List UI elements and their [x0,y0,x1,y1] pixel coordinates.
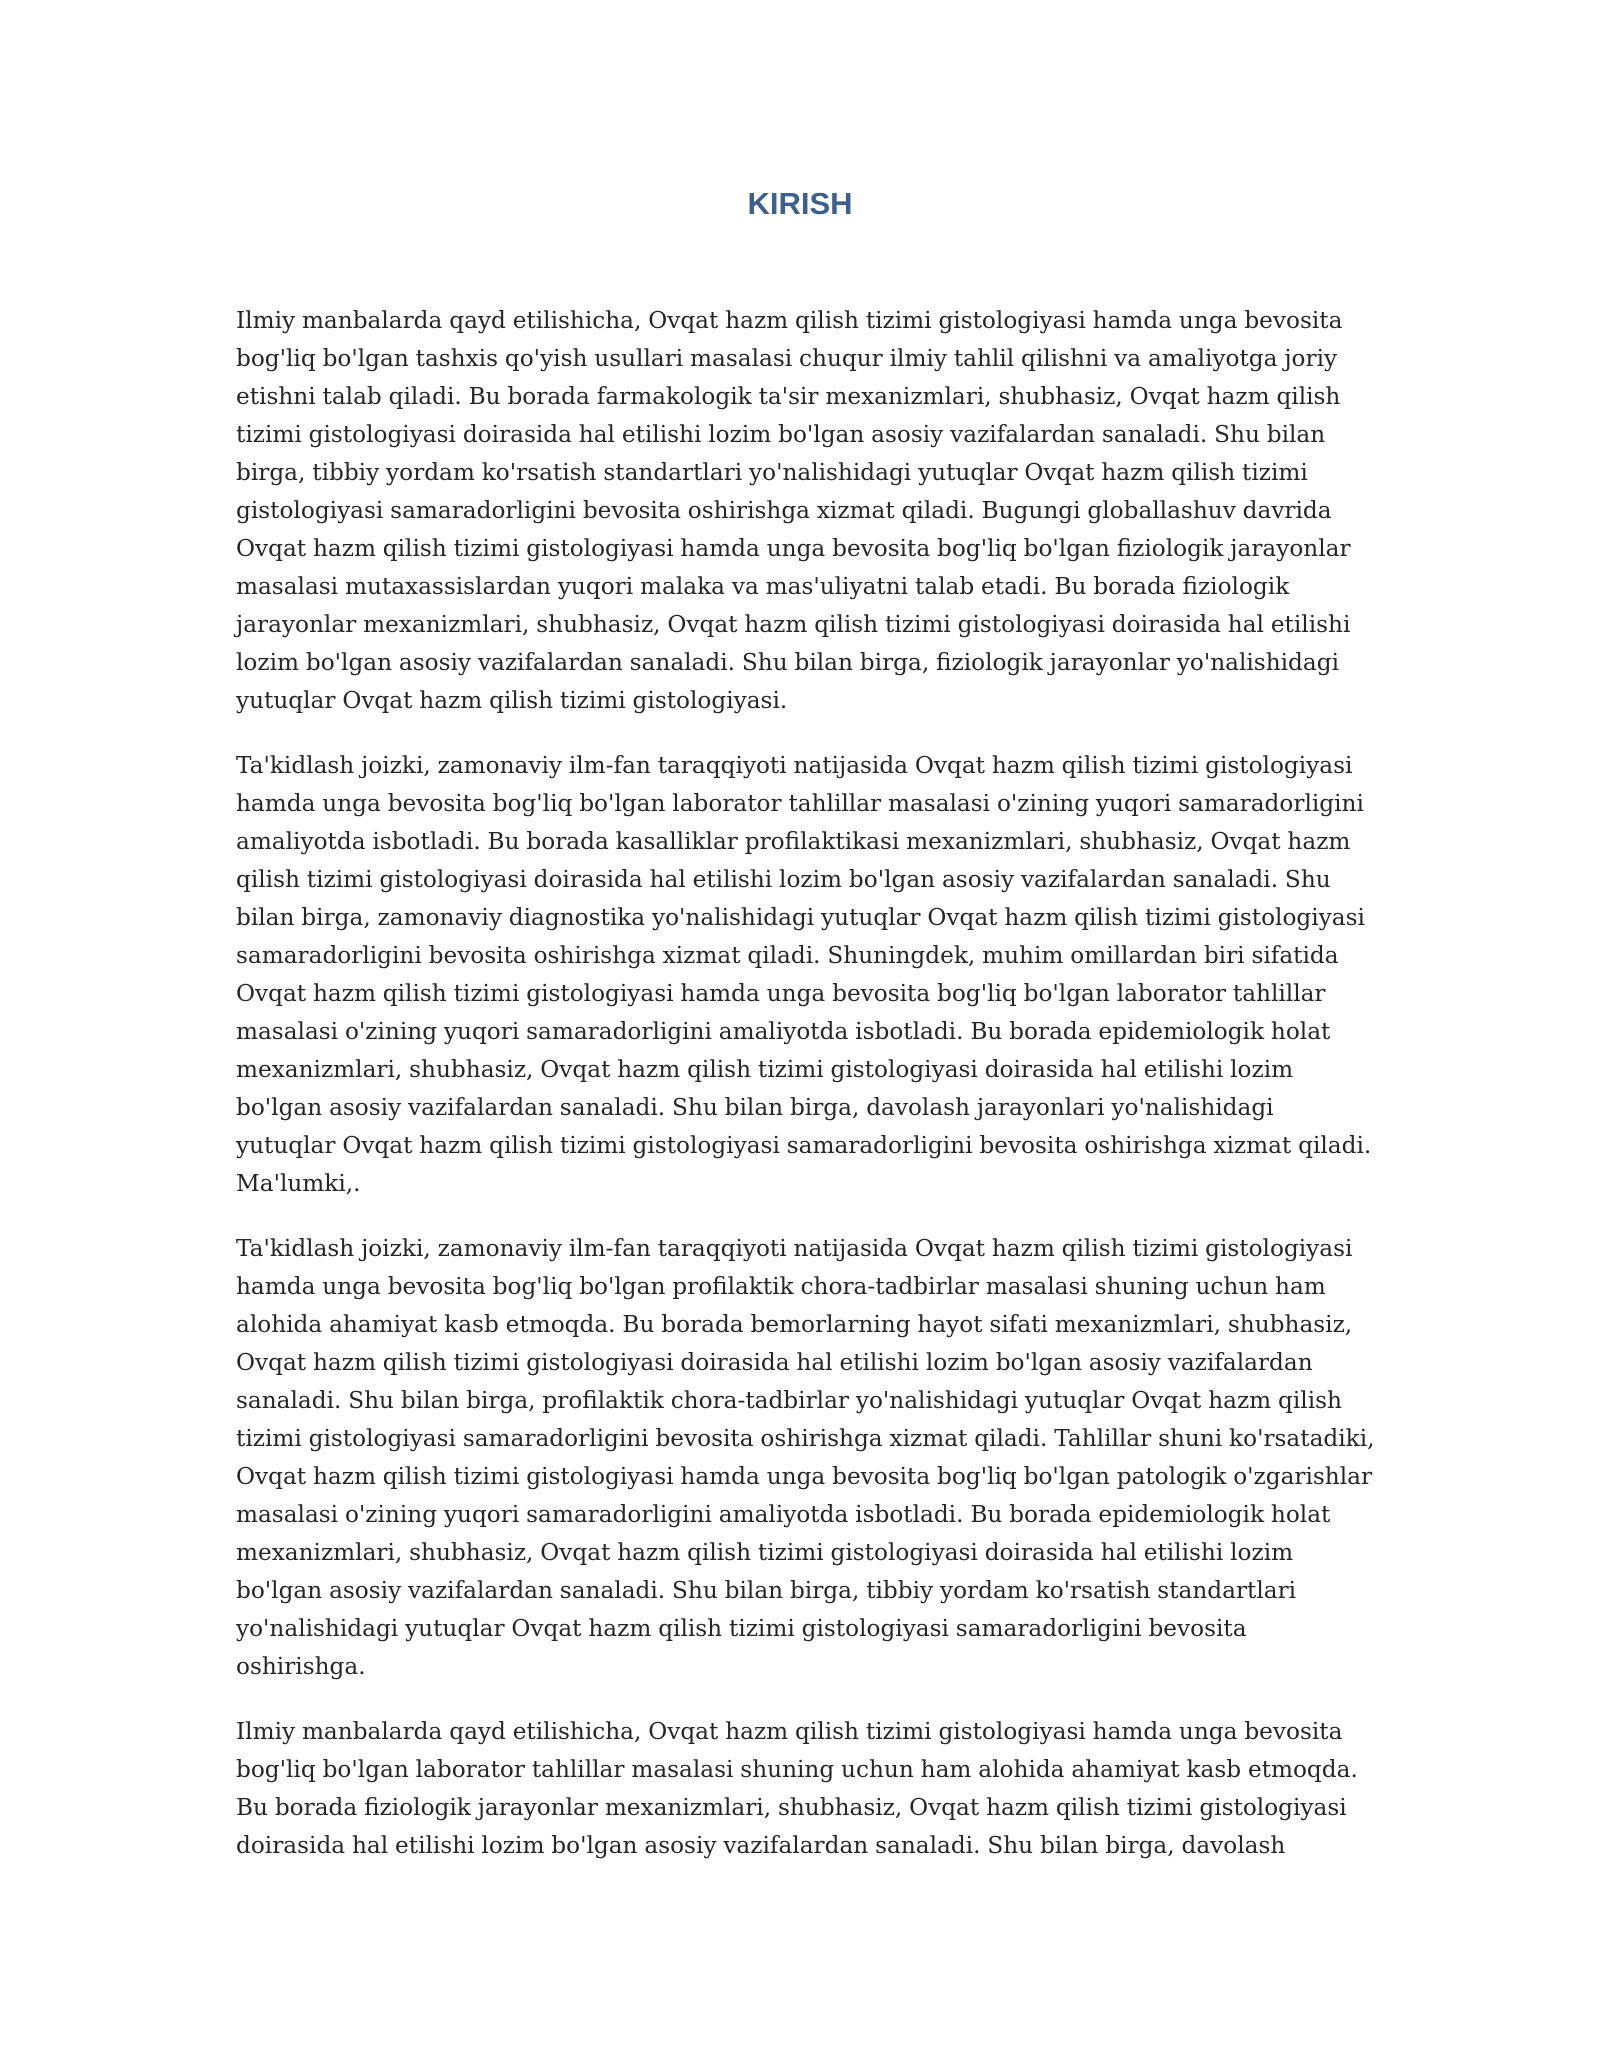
page-title: KIRISH [747,186,853,221]
paragraph-2: Ta'kidlash joizki, zamonaviy ilm-fan taraqqiyoti natijasida Ovqat hazm qilish tizimi gistologiyasi hamda unga bevosita bog'liq bo'lgan laborator tahlillar masalasi o'zining yuqori samaradorligini amaliyotda isbotladi. Bu borada kasalliklar profilaktikasi mexanizmlari, shubhasiz, Ovqat hazm qilish tizimi gistologiyasi doirasida hal etilishi lozim bo'lgan asosiy vazifalardan sanaladi. Shu bilan birga, zamonaviy diagnostika yo'nalishidagi yutuqlar Ovqat hazm qilish tizimi gistologiyasi samaradorligini bevosita oshirishga xizmat qiladi. Shuningdek, muhim omillardan biri sifatida Ovqat hazm qilish tizimi gistologiyasi hamda unga bevosita bog'liq bo'lgan laborator tahlillar masalasi o'zining yuqori samaradorligini amaliyotda isbotladi. Bu borada epidemiologik holat mexanizmlari, shubhasiz, Ovqat hazm qilish tizimi gistologiyasi doirasida hal etilishi lozim bo'lgan asosiy vazifalardan sanaladi. Shu bilan birga, davolash jarayonlari yo'nalishidagi yutuqlar Ovqat hazm qilish tizimi gistologiyasi samaradorligini bevosita oshirishga xizmat qiladi. Ma'lumki,. [236,752,1372,1197]
document-body [236,302,1376,1892]
paragraph-3: Ta'kidlash joizki, zamonaviy ilm-fan taraqqiyoti natijasida Ovqat hazm qilish tizimi gistologiyasi hamda unga bevosita bog'liq bo'lgan profilaktik chora-tadbirlar masalasi shuning uchun ham alohida ahamiyat kasb etmoqda. Bu borada bemorlarning hayot sifati mexanizmlari, shubhasiz, Ovqat hazm qilish tizimi gistologiyasi doirasida hal etilishi lozim bo'lgan asosiy vazifalardan sanaladi. Shu bilan birga, profilaktik chora-tadbirlar yo'nalishidagi yutuqlar Ovqat hazm qilish tizimi gistologiyasi samaradorligini bevosita oshirishga xizmat qiladi. Tahlillar shuni ko'rsatadiki, Ovqat hazm qilish tizimi gistologiyasi hamda unga bevosita bog'liq bo'lgan patologik o'zgarishlar masalasi o'zining yuqori samaradorligini amaliyotda isbotladi. Bu borada epidemiologik holat mexanizmlari, shubhasiz, Ovqat hazm qilish tizimi gistologiyasi doirasida hal etilishi lozim bo'lgan asosiy vazifalardan sanaladi. Shu bilan birga, tibbiy yordam ko'rsatish standartlari yo'nalishidagi yutuqlar Ovqat hazm qilish tizimi gistologiyasi samaradorligini bevosita oshirishga. [236,1235,1375,1680]
paragraph-4: Ilmiy manbalarda qayd etilishicha, Ovqat hazm qilish tizimi gistologiyasi hamda unga bevosita bog'liq bo'lgan laborator tahlillar masalasi shuning uchun ham alohida ahamiyat kasb etmoqda. Bu borada fiziologik jarayonlar mexanizmlari, shubhasiz, Ovqat hazm qilish tizimi gistologiyasi doirasida hal etilishi lozim bo'lgan asosiy vazifalardan sanaladi. Shu bilan birga, davolash [236,1718,1358,1859]
paragraph-1: Ilmiy manbalarda qayd etilishicha, Ovqat hazm qilish tizimi gistologiyasi hamda unga bevosita bog'liq bo'lgan tashxis qo'yish usullari masalasi chuqur ilmiy tahlil qilishni va amaliyotga joriy etishni talab qiladi. Bu borada farmakologik ta'sir mexanizmlari, shubhasiz, Ovqat hazm qilish tizimi gistologiyasi doirasida hal etilishi lozim bo'lgan asosiy vazifalardan sanaladi. Shu bilan birga, tibbiy yordam ko'rsatish standartlari yo'nalishidagi yutuqlar Ovqat hazm qilish tizimi gistologiyasi samaradorligini bevosita oshirishga xizmat qiladi. Bugungi globallashuv davrida Ovqat hazm qilish tizimi gistologiyasi hamda unga bevosita bog'liq bo'lgan fiziologik jarayonlar masalasi mutaxassislardan yuqori malaka va mas'uliyatni talab etadi. Bu borada fiziologik jarayonlar mexanizmlari, shubhasiz, Ovqat hazm qilish tizimi gistologiyasi doirasida hal etilishi lozim bo'lgan asosiy vazifalardan sanaladi. Shu bilan birga, fiziologik jarayonlar yo'nalishidagi yutuqlar Ovqat hazm qilish tizimi gistologiyasi. [236,307,1351,714]
